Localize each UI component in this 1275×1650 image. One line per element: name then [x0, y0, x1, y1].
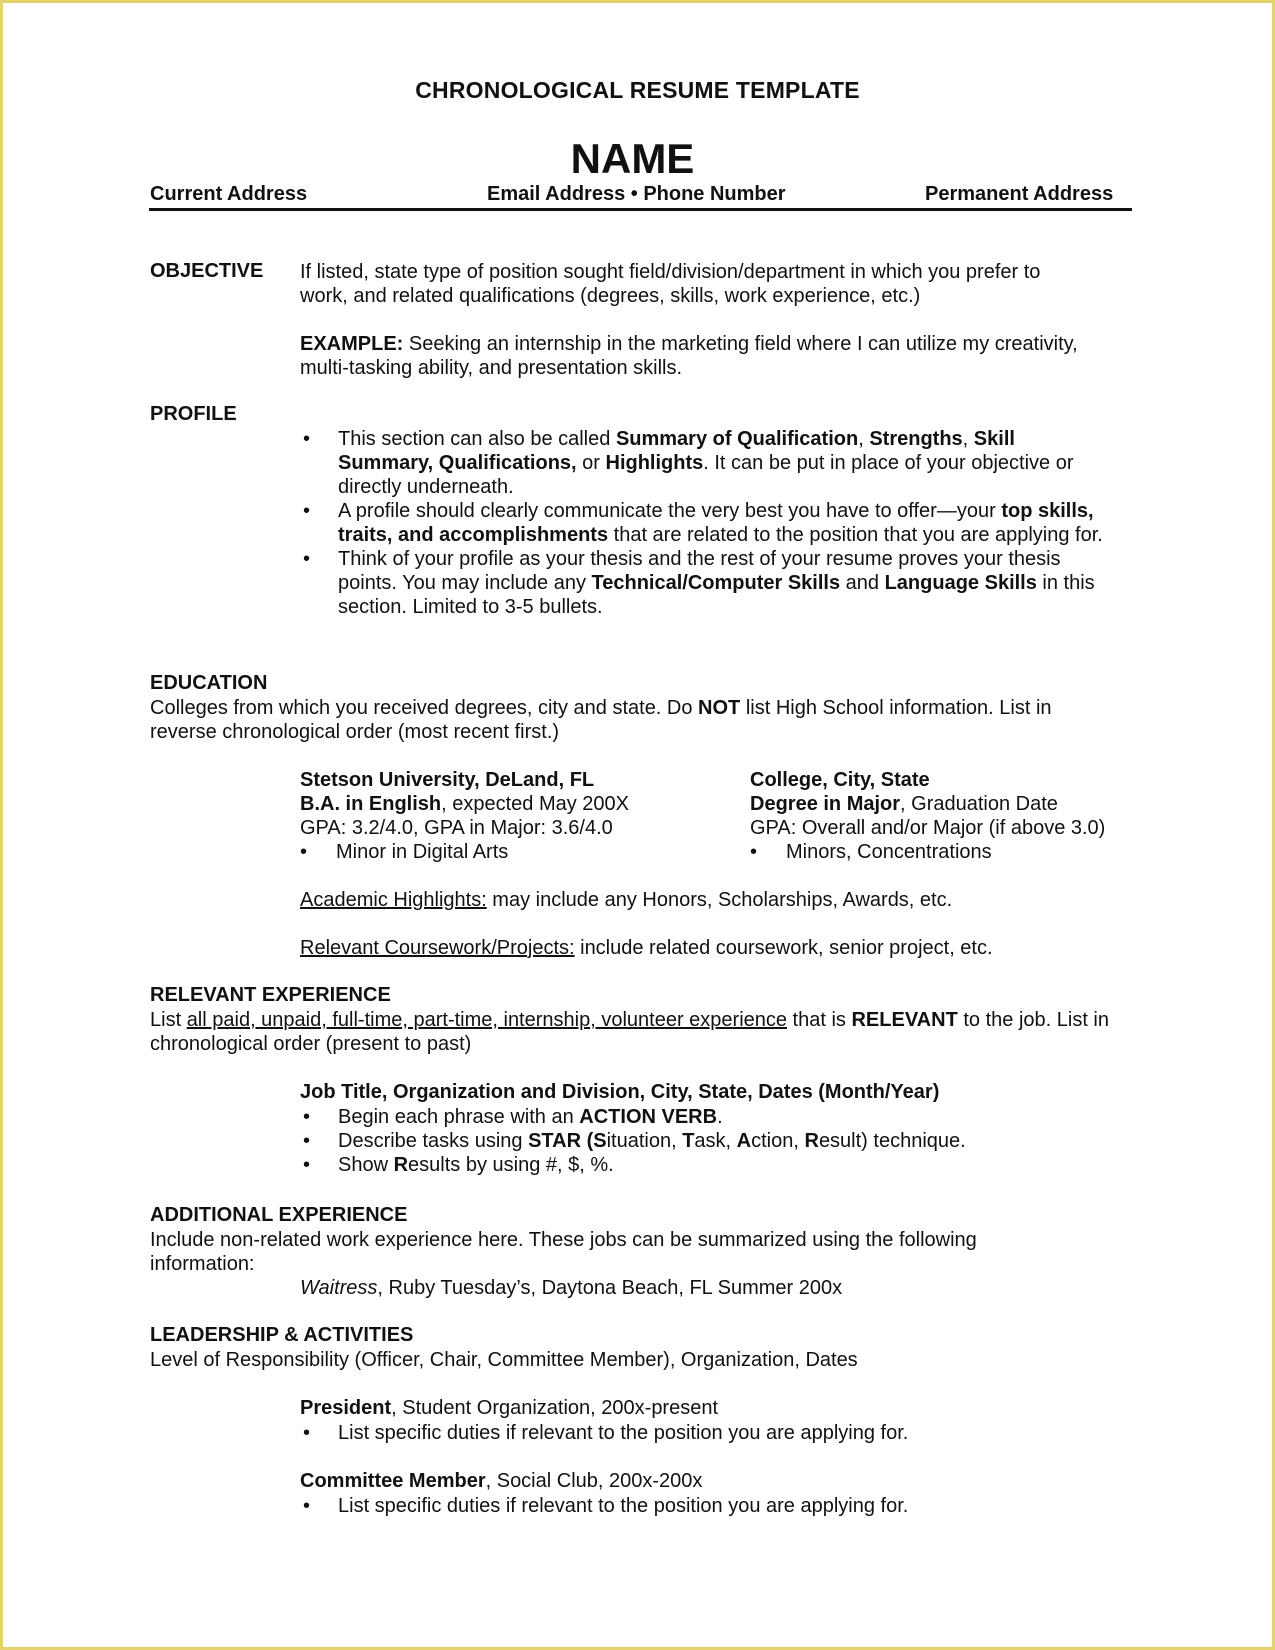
bullet-icon: •: [303, 1106, 311, 1128]
additional-experience-example: Waitress, Ruby Tuesday’s, Daytona Beach, FL Summer 200x: [300, 1277, 843, 1299]
bullet-icon: •: [303, 1154, 311, 1176]
profile-list: [300, 427, 1115, 619]
document-title: CHRONOLOGICAL RESUME TEMPLATE: [415, 77, 860, 103]
job-title: Job Title, Organization and Division, City, State, Dates (Month/Year): [300, 1081, 940, 1103]
additional-experience-heading: ADDITIONAL EXPERIENCE: [150, 1204, 408, 1226]
additional-experience-intro: Include non-related work experience here. These jobs can be summarized using the following information:: [150, 1229, 977, 1275]
header-divider: [149, 208, 1132, 211]
leadership-intro: Level of Responsibility (Officer, Chair, Committee Member), Organization, Dates: [150, 1349, 858, 1371]
bullet-icon: •: [303, 428, 311, 450]
example-text: Seeking an internship in the marketing field where I can utilize my creativity, multi-tasking ability, and presentation skills.: [300, 333, 1078, 379]
bullet-icon: •: [750, 841, 758, 863]
education-col-2: College, City, State Degree in Major, Graduation Date GPA: Overall and/or Major (if above 3.0) • Minors, Concentrations: [750, 768, 1130, 864]
list-item: • List specific duties if relevant to the position you are applying for.: [303, 1422, 909, 1444]
bullet-icon: •: [300, 841, 308, 863]
gpa: GPA: Overall and/or Major (if above 3.0): [750, 817, 1106, 839]
current-address: Current Address: [150, 183, 308, 205]
bullet-icon: •: [303, 1422, 311, 1444]
leadership-role-2-list: [300, 1494, 1130, 1518]
example-label: EXAMPLE:: [300, 333, 404, 355]
list-item: • Minor in Digital Arts: [300, 841, 509, 863]
leadership-role-2: Committee Member, Social Club, 200x-200x: [300, 1470, 703, 1492]
relevant-experience-heading: RELEVANT EXPERIENCE: [150, 984, 391, 1006]
list-item: • Begin each phrase with an ACTION VERB.: [303, 1106, 723, 1128]
bullet-icon: •: [303, 500, 311, 522]
leadership-role-1: President, Student Organization, 200x-present: [300, 1397, 719, 1419]
list-item: • This section can also be called Summary of Qualification, Strengths, Skill Summary, Qualifications, or Highlights. It can be put in place of your objective or directly underneath.: [303, 428, 1074, 498]
leadership-heading: LEADERSHIP & ACTIVITIES: [150, 1324, 414, 1346]
education-intro: Colleges from which you received degrees, city and state. Do NOT list High School information. List in reverse chronological order (most recent first.): [150, 697, 1052, 743]
objective-example: [300, 332, 1115, 380]
gpa: GPA: 3.2/4.0, GPA in Major: 3.6/4.0: [300, 817, 613, 839]
list-item: • Describe tasks using STAR (Situation, Task, Action, Result) technique.: [303, 1130, 966, 1152]
profile-heading: PROFILE: [150, 403, 237, 425]
school-name: Stetson University, DeLand, FL: [300, 769, 595, 791]
list-item: • Show Results by using #, $, %.: [303, 1154, 614, 1176]
bullet-icon: •: [303, 1130, 311, 1152]
objective-heading: OBJECTIVE: [150, 260, 264, 282]
relevant-coursework: Relevant Coursework/Projects: include related coursework, senior project, etc.: [300, 937, 993, 959]
bullet-icon: •: [303, 1495, 311, 1517]
leadership-role-1-list: [300, 1421, 1130, 1445]
email-phone: Email Address • Phone Number: [487, 183, 786, 205]
name-heading: NAME: [570, 135, 695, 182]
education-heading: EDUCATION: [150, 672, 268, 694]
relevant-experience-intro: List all paid, unpaid, full-time, part-time, internship, volunteer experience that is RELEVANT to the job. List in chronological order (present to past): [150, 1009, 1109, 1055]
list-item: • Minors, Concentrations: [750, 841, 992, 863]
relevant-experience-list: [300, 1105, 1130, 1177]
education-col-1: Stetson University, DeLand, FL B.A. in English, expected May 200X GPA: 3.2/4.0, GPA in Major: 3.6/4.0 • Minor in Digital Arts: [300, 768, 730, 864]
list-item: • A profile should clearly communicate the very best you have to offer—your top skills, traits, and accomplishments that are related to the position that you are applying for.: [303, 500, 1103, 546]
school-name: College, City, State: [750, 769, 930, 791]
list-item: • Think of your profile as your thesis and the rest of your resume proves your thesis points. You may include any Technical/Computer Skills and Language Skills in this section. Limited to 3-5 bullets.: [303, 548, 1095, 618]
permanent-address: Permanent Address: [925, 183, 1114, 205]
objective-text: If listed, state type of position sought field/division/department in which you prefer to work, and related qualifications (degrees, skills, work experience, etc.): [300, 261, 1041, 307]
list-item: • List specific duties if relevant to the position you are applying for.: [303, 1495, 909, 1517]
bullet-icon: •: [303, 548, 311, 570]
academic-highlights: Academic Highlights: may include any Honors, Scholarships, Awards, etc.: [300, 889, 953, 911]
